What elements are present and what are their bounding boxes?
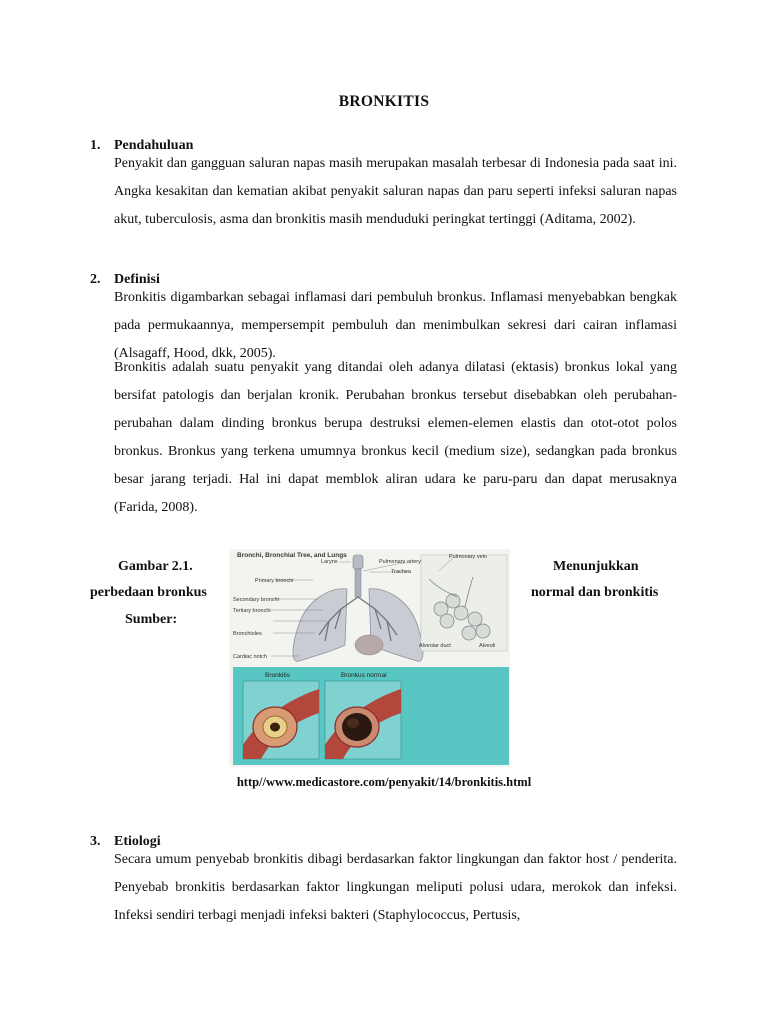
label-larynx: Larynx	[321, 559, 338, 565]
lungs-illustration	[229, 549, 510, 767]
label-bronkus-normal: Bronkus normal	[341, 672, 387, 679]
label-bronkitis: Bronkitis	[265, 672, 290, 679]
figure-caption-right-2: normal dan bronkitis	[531, 585, 659, 600]
bronchus-comparison-figure	[229, 549, 510, 767]
figure-caption-left-3: Sumber:	[125, 612, 178, 627]
label-trachea: Trachea	[391, 569, 411, 575]
label-primary-bronchi: Primary bronchi	[255, 578, 294, 584]
figure-caption-left-2: perbedaan bronkus	[90, 585, 207, 600]
label-bronchioles: Bronchioles	[233, 631, 262, 637]
section-number: 2.	[90, 272, 101, 287]
section-title: Etiologi	[114, 834, 161, 849]
section-number: 1.	[90, 138, 101, 153]
heart-shape	[355, 635, 383, 655]
label-alveolar-duct: Alveolar duct	[419, 643, 451, 649]
label-pulmonary-artery: Pulmonary artery	[379, 559, 421, 565]
larynx-shape	[353, 555, 363, 569]
paragraph-pendahuluan: Penyakit dan gangguan saluran napas masih merupakan masalah terbesar di Indonesia pada saat ini. Angka kesakitan dan kematian akibat penyakit saluran napas dan paru seperti infeksi saluran napas akut, tuberculosis, asma dan bronkitis masih menduduki peringkat tertinggi (Aditama, 2002).	[114, 156, 677, 227]
label-alveoli: Alveoli	[479, 643, 496, 649]
trachea-shape	[355, 569, 361, 597]
section-title: Pendahuluan	[114, 138, 194, 153]
label-pulmonary-vein: Pulmonary vein	[449, 554, 487, 560]
page-title: BRONKITIS	[338, 93, 430, 110]
section-number: 3.	[90, 834, 101, 849]
figure-source-url: http//www.medicastore.com/penyakit/14/bronkitis.html	[236, 775, 532, 789]
figure-caption-right-1: Menunjukkan	[553, 559, 639, 574]
paragraph-definisi-1: Bronkitis digambarkan sebagai inflamasi dari pembuluh bronkus. Inflamasi menyebabkan bengkak pada permukaannya, mempersempit pembuluh dan menimbulkan sekresi dari cairan inflamasi (Alsagaff, Hood, dkk, 2005).	[114, 290, 677, 361]
figure-top-title: Bronchi, Bronchial Tree, and Lungs	[237, 552, 347, 559]
label-cardiac-notch: Cardiac notch	[233, 654, 267, 660]
paragraph-definisi-2: Bronkitis adalah suatu penyakit yang ditandai oleh adanya dilatasi (ektasis) bronkus lokal yang bersifat patologis dan berjalan kronik. Perubahan bronkus tersebut disebabkan oleh perubahan-perubahan dalam dinding bronkus berupa destruksi elemen-elemen elastis dan otot-otot polos bronkus. Bronkus yang terkena umumnya bronkus kecil (medium size), sedangkan pada bronkus besar jarang terjadi. Hal ini dapat memblok aliran udara ke paru-paru dan dapat merusaknya (Farida, 2008).	[114, 360, 677, 515]
section-title: Definisi	[114, 272, 160, 287]
figure-caption-left-1: Gambar 2.1.	[118, 559, 193, 574]
label-tertiary-bronchi: Tertiary bronchi	[233, 608, 271, 614]
label-secondary-bronchi: Secondary bronchi	[233, 597, 279, 603]
paragraph-etiologi: Secara umum penyebab bronkitis dibagi berdasarkan faktor lingkungan dan faktor host / penderita. Penyebab bronkitis berdasarkan faktor lingkungan meliputi polusi udara, merokok dan infeksi. Infeksi sendiri terbagi menjadi infeksi bakteri (Staphylococcus, Pertusis,	[114, 852, 677, 923]
